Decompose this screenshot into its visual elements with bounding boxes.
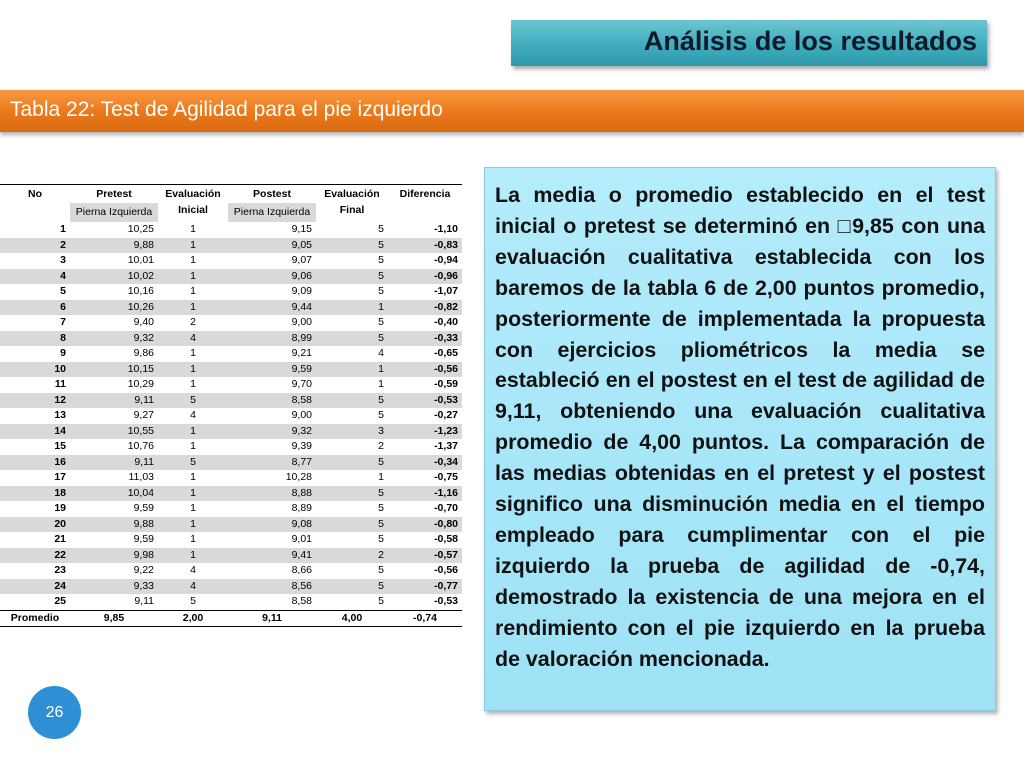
cell-postest: 9,00 — [291, 409, 312, 421]
table-row — [0, 346, 462, 362]
cell-postest: 9,15 — [291, 223, 312, 235]
cell-no: 15 — [54, 440, 66, 452]
table-row — [0, 563, 462, 579]
cell-evaluacion-final: 5 — [378, 533, 384, 545]
average-diferencia: -0,74 — [388, 610, 462, 627]
table-row — [0, 424, 462, 440]
cell-pretest: 10,29 — [127, 378, 154, 390]
table-row — [0, 501, 462, 517]
cell-evaluacion-final: 1 — [316, 300, 388, 316]
cell-diferencia: -0,80 — [388, 517, 462, 533]
cell-no: 11 — [54, 378, 66, 390]
cell-postest: 9,70 — [291, 378, 312, 390]
cell-pretest: 9,33 — [70, 579, 158, 595]
table-row — [0, 238, 462, 254]
cell-postest: 9,32 — [228, 424, 316, 440]
cell-postest: 9,00 — [291, 316, 312, 328]
cell-postest: 9,05 — [228, 238, 316, 254]
cell-no: 16 — [0, 455, 70, 471]
cell-diferencia: -1,37 — [434, 440, 458, 452]
table-row — [0, 532, 462, 548]
cell-postest: 8,66 — [291, 564, 312, 576]
cell-no: 24 — [0, 579, 70, 595]
cell-no: 3 — [60, 254, 66, 266]
cell-pretest: 9,98 — [70, 548, 158, 564]
cell-evaluacion-inicial: 1 — [190, 285, 196, 297]
cell-pretest: 9,32 — [70, 331, 158, 347]
cell-postest: 9,09 — [291, 285, 312, 297]
cell-evaluacion-inicial: 1 — [158, 517, 228, 533]
cell-postest: 8,89 — [291, 502, 312, 514]
cell-evaluacion-final: 5 — [316, 455, 388, 471]
subheader-pretest: Pierna Izquierda — [70, 203, 158, 222]
cell-evaluacion-final: 1 — [378, 471, 384, 483]
cell-evaluacion-inicial: 1 — [190, 378, 196, 390]
cell-evaluacion-inicial: 1 — [158, 238, 228, 254]
cell-evaluacion-final: 5 — [378, 254, 384, 266]
cell-evaluacion-inicial: 1 — [190, 223, 196, 235]
cell-evaluacion-final: 1 — [378, 378, 384, 390]
cell-evaluacion-inicial: 1 — [158, 300, 228, 316]
cell-evaluacion-inicial: 5 — [158, 393, 228, 409]
cell-postest: 9,59 — [228, 362, 316, 378]
cell-pretest: 9,11 — [70, 455, 158, 471]
cell-pretest: 9,88 — [70, 238, 158, 254]
table-row — [0, 486, 462, 502]
page-number-badge — [28, 686, 81, 739]
cell-evaluacion-inicial: 1 — [190, 471, 196, 483]
cell-evaluacion-final: 5 — [316, 331, 388, 347]
cell-diferencia: -0,56 — [388, 362, 462, 378]
table-row — [0, 408, 462, 424]
subheader-postest: Pierna Izquierda — [228, 203, 316, 222]
cell-pretest: 9,40 — [133, 316, 154, 328]
cell-evaluacion-inicial: 5 — [190, 595, 196, 607]
cell-no: 7 — [60, 316, 66, 328]
slide-title: Análisis de los resultados — [643, 26, 977, 56]
cell-diferencia: -0,83 — [388, 238, 462, 254]
cell-pretest: 9,86 — [133, 347, 154, 359]
header-pretest: Pretest — [96, 188, 132, 200]
table-caption: Tabla 22: Test de Agilidad para el pie izquierdo — [10, 98, 443, 121]
cell-postest: 9,07 — [291, 254, 312, 266]
cell-no: 25 — [54, 595, 66, 607]
cell-evaluacion-final: 4 — [378, 347, 384, 359]
cell-diferencia: -0,96 — [388, 269, 462, 285]
cell-evaluacion-inicial: 4 — [158, 579, 228, 595]
cell-pretest: 10,15 — [70, 362, 158, 378]
cell-postest: 9,39 — [291, 440, 312, 452]
cell-pretest: 9,11 — [134, 595, 154, 607]
cell-pretest: 11,03 — [128, 471, 154, 483]
cell-evaluacion-inicial: 4 — [158, 331, 228, 347]
cell-pretest: 10,16 — [127, 285, 154, 297]
cell-evaluacion-final: 5 — [378, 595, 384, 607]
cell-diferencia: -1,10 — [434, 223, 458, 235]
table-row — [0, 300, 462, 316]
cell-no: 4 — [0, 269, 70, 285]
cell-evaluacion-final: 2 — [378, 440, 384, 452]
cell-no: 12 — [0, 393, 70, 409]
cell-evaluacion-final: 5 — [316, 486, 388, 502]
table-row — [0, 284, 462, 300]
table-row — [0, 594, 462, 610]
cell-diferencia: -0,59 — [434, 378, 458, 390]
cell-diferencia: -0,53 — [434, 595, 458, 607]
table-row — [0, 439, 462, 455]
cell-postest: 8,56 — [228, 579, 316, 595]
cell-evaluacion-inicial: 1 — [158, 269, 228, 285]
table-row — [0, 455, 462, 471]
cell-diferencia: -0,65 — [434, 347, 458, 359]
cell-postest: 8,58 — [291, 595, 312, 607]
cell-diferencia: -0,34 — [388, 455, 462, 471]
cell-evaluacion-final: 5 — [316, 579, 388, 595]
cell-no: 1 — [60, 223, 66, 235]
cell-postest: 9,44 — [228, 300, 316, 316]
table-row — [0, 393, 462, 409]
cell-no: 5 — [60, 285, 66, 297]
header-diferencia: Diferencia — [399, 188, 451, 200]
table-row — [0, 253, 462, 269]
average-pretest: 9,85 — [70, 610, 158, 627]
cell-postest: 9,21 — [291, 347, 312, 359]
cell-no: 20 — [0, 517, 70, 533]
cell-no: 18 — [0, 486, 70, 502]
table-row — [0, 517, 462, 533]
cell-postest: 8,88 — [228, 486, 316, 502]
table-row — [0, 377, 462, 393]
cell-evaluacion-inicial: 5 — [158, 455, 228, 471]
cell-pretest: 10,04 — [70, 486, 158, 502]
cell-evaluacion-inicial: 4 — [190, 564, 196, 576]
cell-evaluacion-final: 5 — [316, 517, 388, 533]
cell-no: 21 — [54, 533, 66, 545]
cell-diferencia: -1,23 — [388, 424, 462, 440]
cell-pretest: 10,55 — [70, 424, 158, 440]
cell-no: 13 — [54, 409, 66, 421]
header-evaluacion-inicial: Evaluación Inicial — [165, 188, 221, 216]
table-row — [0, 548, 462, 564]
header-postest: Postest — [253, 188, 291, 200]
cell-evaluacion-inicial: 1 — [190, 502, 196, 514]
cell-evaluacion-final: 2 — [316, 548, 388, 564]
cell-no: 22 — [0, 548, 70, 564]
table-row — [0, 579, 462, 595]
cell-pretest: 9,27 — [133, 409, 154, 421]
table-row — [0, 315, 462, 331]
cell-no: 14 — [0, 424, 70, 440]
cell-evaluacion-final: 5 — [378, 223, 384, 235]
cell-pretest: 9,22 — [133, 564, 154, 576]
page-number: 26 — [45, 703, 64, 721]
cell-evaluacion-final: 5 — [378, 409, 384, 421]
cell-postest: 9,01 — [291, 533, 312, 545]
cell-evaluacion-final: 1 — [316, 362, 388, 378]
cell-pretest: 9,59 — [133, 533, 154, 545]
cell-evaluacion-inicial: 4 — [190, 409, 196, 421]
table-row — [0, 269, 462, 285]
cell-postest: 8,99 — [228, 331, 316, 347]
cell-diferencia: -0,70 — [434, 502, 458, 514]
cell-diferencia: -0,40 — [434, 316, 458, 328]
cell-no: 19 — [54, 502, 66, 514]
average-postest: 9,11 — [228, 610, 316, 627]
cell-pretest: 9,11 — [70, 393, 158, 409]
cell-no: 17 — [54, 471, 66, 483]
cell-evaluacion-final: 5 — [378, 285, 384, 297]
cell-evaluacion-inicial: 1 — [158, 362, 228, 378]
cell-evaluacion-inicial: 1 — [190, 533, 196, 545]
cell-evaluacion-inicial: 1 — [190, 347, 196, 359]
cell-diferencia: -0,27 — [434, 409, 458, 421]
cell-pretest: 10,26 — [70, 300, 158, 316]
header-row — [0, 185, 462, 204]
cell-diferencia: -0,94 — [434, 254, 458, 266]
cell-diferencia: -0,58 — [434, 533, 458, 545]
cell-evaluacion-inicial: 1 — [158, 486, 228, 502]
subtitle-banner — [0, 90, 1024, 132]
cell-pretest: 9,88 — [70, 517, 158, 533]
cell-postest: 8,58 — [228, 393, 316, 409]
cell-no: 2 — [0, 238, 70, 254]
cell-evaluacion-inicial: 1 — [190, 440, 196, 452]
cell-evaluacion-final: 5 — [378, 316, 384, 328]
cell-pretest: 10,25 — [127, 223, 154, 235]
results-table — [0, 184, 462, 627]
average-evaluacion-final: 4,00 — [316, 610, 388, 627]
results-table-container — [0, 184, 462, 627]
header-no: No — [28, 188, 42, 200]
cell-no: 9 — [60, 347, 66, 359]
cell-pretest: 10,02 — [70, 269, 158, 285]
cell-evaluacion-inicial: 1 — [158, 548, 228, 564]
cell-diferencia: -0,33 — [388, 331, 462, 347]
analysis-text-box — [484, 167, 996, 711]
cell-pretest: 9,59 — [133, 502, 154, 514]
cell-diferencia: -0,82 — [388, 300, 462, 316]
cell-evaluacion-final: 5 — [378, 564, 384, 576]
title-banner — [511, 20, 987, 66]
table-row — [0, 222, 462, 238]
average-row — [0, 610, 462, 627]
cell-evaluacion-final: 5 — [316, 393, 388, 409]
table-row — [0, 362, 462, 378]
cell-evaluacion-final: 3 — [316, 424, 388, 440]
cell-pretest: 10,01 — [127, 254, 154, 266]
header-evaluacion-final: Evaluación Final — [324, 188, 380, 216]
table-body — [0, 222, 462, 627]
cell-evaluacion-final: 5 — [316, 238, 388, 254]
cell-evaluacion-inicial: 2 — [190, 316, 196, 328]
cell-diferencia: -0,56 — [434, 564, 458, 576]
cell-diferencia: -0,77 — [388, 579, 462, 595]
average-label: Promedio — [0, 610, 70, 627]
cell-evaluacion-final: 5 — [378, 502, 384, 514]
cell-postest: 9,08 — [228, 517, 316, 533]
cell-diferencia: -1,07 — [434, 285, 458, 297]
cell-diferencia: -0,57 — [388, 548, 462, 564]
cell-diferencia: -1,16 — [388, 486, 462, 502]
cell-evaluacion-inicial: 1 — [158, 424, 228, 440]
average-evaluacion-inicial: 2,00 — [158, 610, 228, 627]
cell-postest: 9,41 — [228, 548, 316, 564]
cell-no: 10 — [0, 362, 70, 378]
cell-evaluacion-final: 5 — [316, 269, 388, 285]
cell-diferencia: -0,75 — [434, 471, 458, 483]
cell-postest: 9,06 — [228, 269, 316, 285]
cell-no: 8 — [0, 331, 70, 347]
cell-postest: 8,77 — [228, 455, 316, 471]
cell-postest: 10,28 — [285, 471, 312, 483]
cell-evaluacion-inicial: 1 — [190, 254, 196, 266]
cell-no: 6 — [0, 300, 70, 316]
cell-no: 23 — [54, 564, 66, 576]
table-row — [0, 470, 462, 486]
analysis-paragraph: La media o promedio establecido en el test inicial o pretest se determinó en □9,85 con una evaluación cualitativa establecida con los baremos de la tabla 6 de 2,00 puntos promedio, posteriormente de implementada la propuesta con ejercicios pliométricos la media se estableció en el postest en el test de agilidad de 9,11, obteniendo una evaluación cualitativa promedio de 4,00 puntos. La comparación de las medias obtenidas en el pretest y el postest significo una disminución media en el tiempo empleado para cumplimentar con el pie izquierdo la prueba de agilidad de -0,74, demostrado la existencia de una mejora en el rendimiento con el pie izquierdo en la prueba de valoración mencionada. — [495, 183, 985, 671]
table-row — [0, 331, 462, 347]
cell-diferencia: -0,53 — [388, 393, 462, 409]
cell-pretest: 10,76 — [127, 440, 154, 452]
